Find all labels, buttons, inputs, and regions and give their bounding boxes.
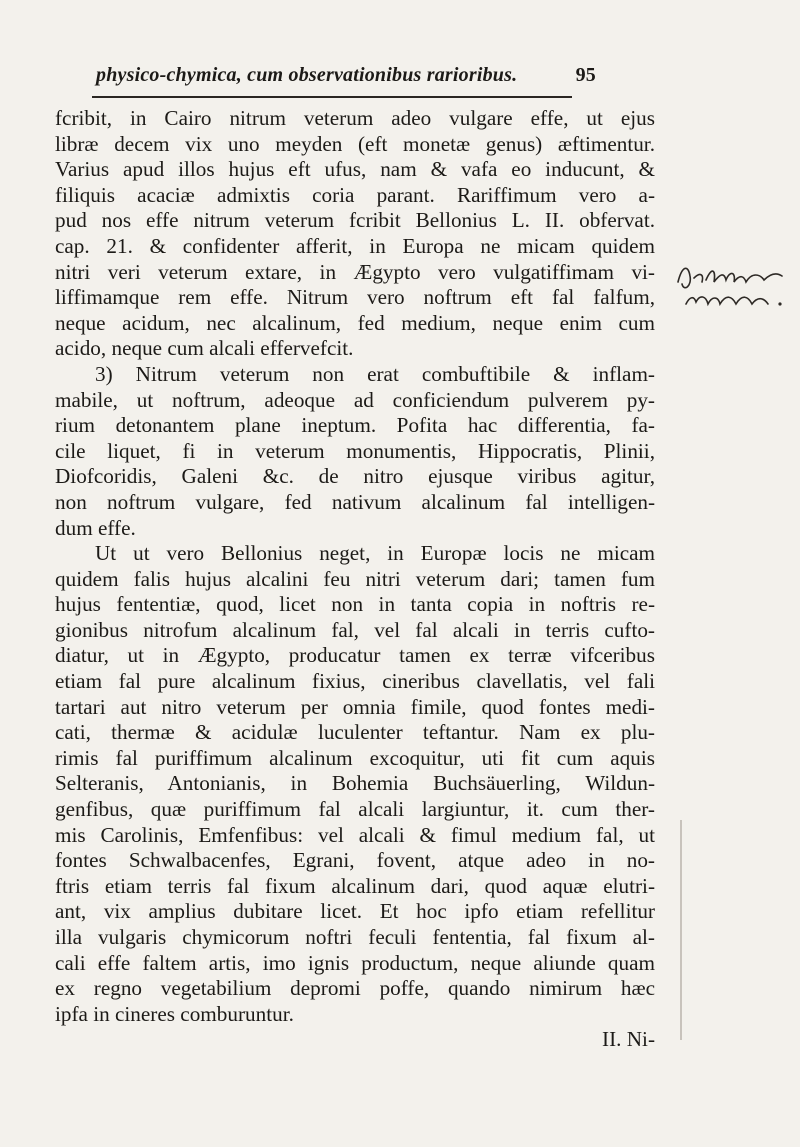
text-line: libræ decem vix uno meyden (eft monetæ genus) æftimentur. [55, 131, 655, 156]
running-title: physico-chymica, cum observationibus rarioribus. [96, 64, 518, 86]
text-line: mis Carolinis, Emfenfibus: vel alcali & fimul medium fal, ut [55, 822, 655, 847]
text-line: mabile, ut noftrum, adeoque ad conficiendum pulverem py- [55, 387, 655, 412]
text-line: Diofcoridis, Galeni &c. de nitro ejusque viribus agitur, [55, 464, 655, 489]
text-line: illa vulgaris chymicorum noftri feculi fententia, fal fixum al- [55, 925, 655, 949]
text-line: Selteranis, Antonianis, in Bohemia Buchsäuerling, Wildun- [55, 771, 655, 796]
text-line: 3) Nitrum veterum non erat combuftibile & inflam- [95, 361, 655, 386]
text-line: non noftrum vulgare, fed nativum alcalinum fal intelligen- [55, 489, 655, 514]
text-line: cap. 21. & confidenter afferit, in Europa ne micam quidem [55, 233, 655, 258]
page-number: 95 [575, 64, 596, 86]
text-line: cile liquet, fi in veterum monumentis, Hippocratis, Plinii, [55, 438, 655, 463]
text-line: cati, thermæ & acidulæ luculenter teftantur. Nam ex plu- [55, 720, 655, 745]
text-line: neque acidum, nec alcalinum, fed medium, neque enim cum [55, 310, 655, 335]
header-rule [92, 96, 572, 98]
text-line: filiquis acaciæ admixtis coria parant. Rariffimum vero a- [55, 182, 655, 207]
text-line: hujus fententiæ, quod, licet non in tanta copia in noftris re- [55, 592, 655, 617]
text-line: diatur, ut in Ægypto, producatur tamen ex terræ vifceribus [55, 643, 655, 668]
text-line: rimis fal puriffimum alcalinum excoquitur, uti fit cum aquis [55, 745, 655, 770]
text-line: fcribit, in Cairo nitrum veterum adeo vulgare effe, ut ejus [55, 106, 655, 130]
text-line: ipfa in cineres comburuntur. [55, 1001, 294, 1026]
text-line: pud nos effe nitrum veterum fcribit Bellonius L. II. obfervat. [55, 208, 655, 233]
running-head [96, 64, 596, 92]
text-line: dum effe. [55, 515, 136, 540]
text-line: acido, neque cum alcali effervefcit. [55, 336, 354, 361]
text-line: fontes Schwalbacenfes, Egrani, fovent, atque adeo in no- [55, 848, 655, 873]
text-line: nitri veri veterum extare, in Ægypto vero vulgatiffimam vi- [55, 259, 655, 284]
text-line: ant, vix amplius dubitare licet. Et hoc ipfo etiam refellitur [55, 899, 655, 924]
text-line: etiam fal pure alcalinum fixius, cineribus clavellatis, vel fali [55, 669, 655, 694]
body-text [55, 106, 655, 1053]
text-line: quidem falis hujus alcalini feu nitri veterum dari; tamen fum [55, 566, 655, 591]
text-line: cali effe faltem artis, imo ignis productum, neque aliunde quam [55, 950, 655, 975]
text-line: genfibus, quæ puriffimum fal alcali largiuntur, it. cum ther- [55, 797, 655, 822]
text-line: ex regno vegetabilium depromi poffe, quando nimirum hæc [55, 976, 655, 1001]
margin-mark [680, 820, 682, 1040]
text-line: gionibus nitrofum alcalinum fal, vel fal alcali in terris cufto- [55, 617, 655, 642]
text-line: ftris etiam terris fal fixum alcalinum dari, quod aquæ elutri- [55, 873, 655, 898]
handwriting-scribble-icon [672, 252, 792, 322]
text-line: liffimamque rem effe. Nitrum vero noftrum eft fal falfum, [55, 285, 655, 310]
text-line: Ut ut vero Bellonius neget, in Europæ locis ne micam [95, 541, 655, 566]
text-line: Varius apud illos hujus eft ufus, nam & vafa eo inducunt, & [55, 157, 655, 182]
text-line: tartari aut nitro veterum per omnia fimile, quod fontes medi- [55, 694, 655, 719]
text-line: rium detonantem plane ineptum. Pofita hac differentia, fa- [55, 413, 655, 438]
handwritten-margin-note [672, 252, 792, 322]
catchword: II. Ni- [602, 1027, 655, 1052]
